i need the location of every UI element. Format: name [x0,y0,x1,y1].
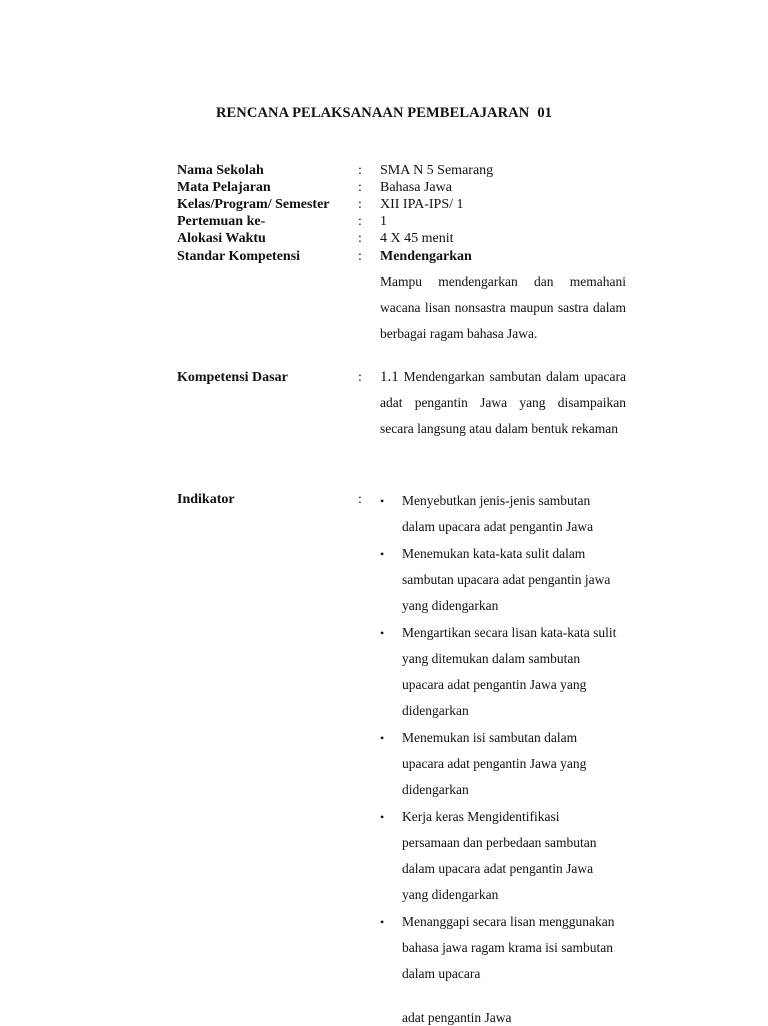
meta-colon: : [358,197,362,212]
meta-row-alokasi-waktu [177,230,637,247]
list-item-text: Menanggapi secara lisan menggunakan bahasa jawa ragam krama isi sambutan dalam upacara [402,914,615,981]
kompetensi-dasar-number: 1.1 [380,369,399,385]
title-text: RENCANA PELAKSANAAN PEMBELAJARAN [215,105,530,121]
list-item-text: Kerja keras Mengidentifikasi persamaan dan perbedaan sambutan dalam upacara adat pengantin Jawa yang didengarkan [402,809,597,902]
bullet-icon: • [380,810,385,824]
meta-row-nama-sekolah [177,162,637,179]
meta-colon: : [358,180,362,195]
cut-off-line: adat pengantin Jawa [402,1010,512,1025]
meta-label: Kelas/Program/ Semester [177,197,330,212]
document-title [0,105,768,122]
list-item-text: Menemukan kata-kata sulit dalam sambutan upacara adat pengantin jawa yang didengarkan [402,546,611,613]
meta-row-pertemuan [177,213,637,230]
list-item-text: Mengartikan secara lisan kata-kata sulit yang ditemukan dalam sambutan upacara adat pengantin Jawa yang didengarkan [402,625,617,718]
standar-kompetensi-description: Mampu mendengarkan dan memahani wacana lisan nonsastra maupun sastra dalam berbagai ragam bahasa Jawa. [380,274,626,341]
indikator-label: Indikator [177,492,235,507]
meta-row-standar-kompetensi [177,248,637,265]
bullet-icon: • [380,731,385,745]
meta-value: XII IPA-IPS/ 1 [380,197,464,212]
indikator-colon: : [358,492,362,507]
meta-label: Standar Kompetensi [177,249,301,264]
kompetensi-dasar-label: Kompetensi Dasar [177,370,288,385]
meta-colon: : [358,231,362,246]
kompetensi-dasar-body: Mendengarkan sambutan dalam upacara adat pengantin Jawa yang disampaikan secara langsung atau dalam bentuk rekaman [380,369,627,436]
meta-row-kelas [177,196,637,213]
bullet-icon: • [380,915,385,929]
meta-colon: : [358,214,362,229]
meta-colon: : [358,249,362,264]
meta-row-mata-pelajaran [177,179,637,196]
list-item [380,804,620,908]
meta-label: Alokasi Waktu [177,231,266,246]
list-item [380,909,620,987]
bullet-icon: • [380,494,385,508]
meta-value: SMA N 5 Semarang [380,163,494,178]
kompetensi-dasar-text [380,364,626,442]
list-item-text: Menyebutkan jenis-jenis sambutan dalam upacara adat pengantin Jawa [402,493,594,534]
meta-value: Mendengarkan [380,249,472,264]
list-item [380,620,620,724]
meta-value: 4 X 45 menit [380,231,454,246]
bullet-icon: • [380,547,385,561]
list-item-text: Menemukan isi sambutan dalam upacara adat pengantin Jawa yang didengarkan [402,730,587,797]
list-item [380,488,620,540]
meta-label: Mata Pelajaran [177,180,271,195]
meta-label: Pertemuan ke- [177,214,266,229]
list-item [380,541,620,619]
indikator-list [380,488,620,988]
title-number: 01 [537,105,553,121]
meta-label: Nama Sekolah [177,163,264,178]
meta-value: 1 [380,214,387,229]
meta-colon: : [358,163,362,178]
kompetensi-dasar-colon: : [358,370,362,385]
meta-value: Bahasa Jawa [380,180,452,195]
list-item [380,725,620,803]
bullet-icon: • [380,626,385,640]
